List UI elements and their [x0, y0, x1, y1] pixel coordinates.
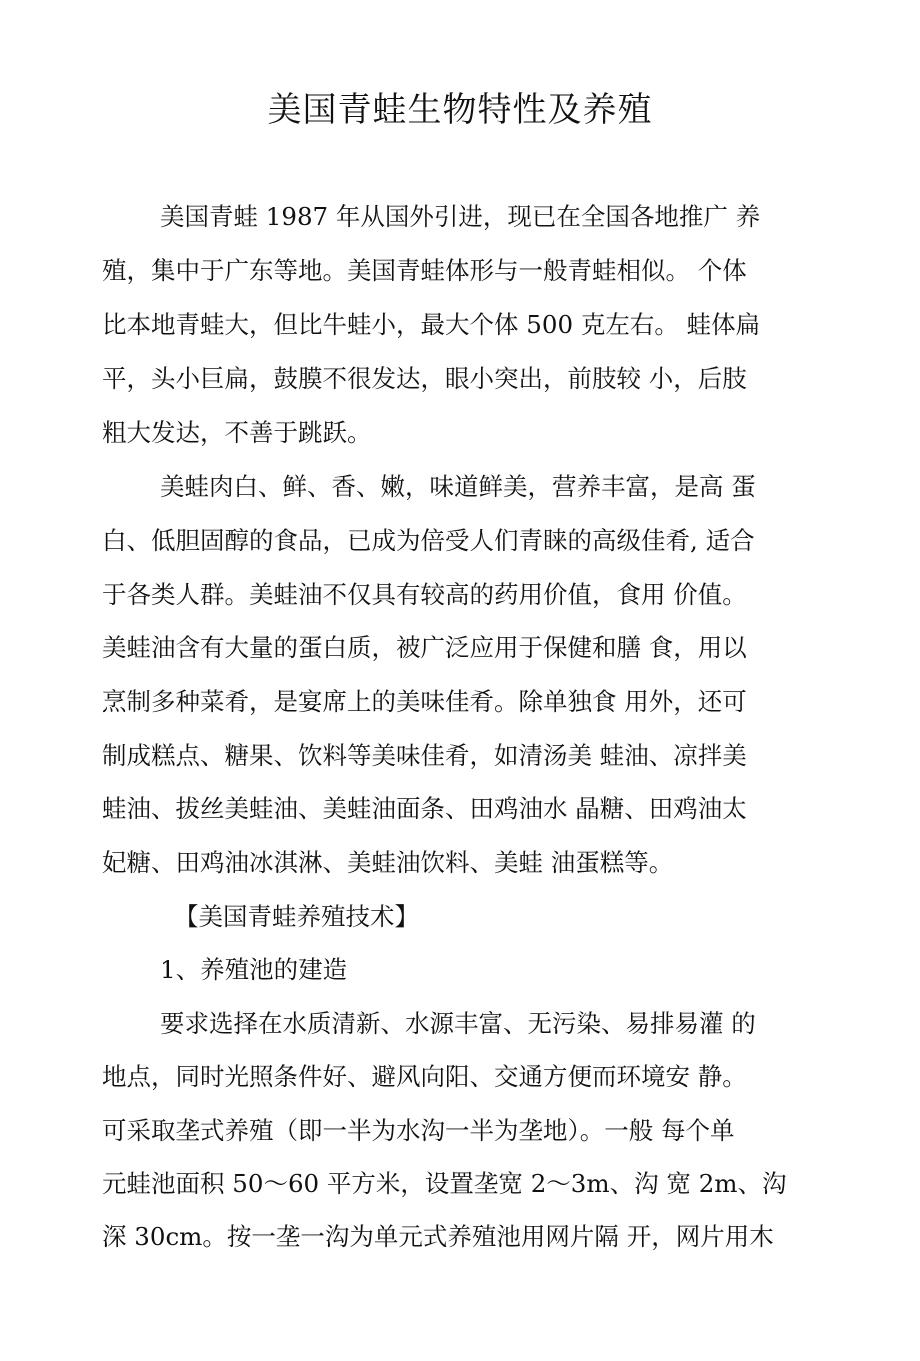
text-line: 美国青蛙 1987 年从国外引进，现已在全国各地推广 养: [160, 202, 761, 231]
text-line: 可采取垄式养殖（即一半为水沟一半为垄地）。一般 每个单: [102, 1116, 735, 1145]
text-line: 妃糖、田鸡油冰淇淋、美蛙油饮料、美蛙 油蛋糕等。: [102, 848, 674, 877]
text-line: 元蛙池面积 50～60 平方米，设置垄宽 2～3m、沟 宽 2m、沟: [102, 1169, 787, 1198]
text-line: 烹制多种菜肴，是宴席上的美味佳肴。除单独食 用外，还可: [102, 687, 747, 716]
document-title: 美国青蛙生物特性及养殖: [267, 90, 653, 130]
text-line: 美蛙油含有大量的蛋白质，被广泛应用于保健和膳 食，用以: [102, 633, 747, 662]
text-line: 制成糕点、糖果、饮料等美味佳肴，如清汤美 蛙油、凉拌美: [102, 741, 747, 770]
subsection-heading: 1、养殖池的建造: [160, 955, 348, 984]
text-line: 美蛙肉白、鲜、香、嫩，味道鲜美，营养丰富，是高 蛋: [160, 472, 756, 501]
text-line: 地点，同时光照条件好、避风向阳、交通方便而环境安 静。: [102, 1062, 747, 1091]
text-line: 平，头小巨扁，鼓膜不很发达，眼小突出，前肢较 小，后肢: [102, 364, 747, 393]
text-line: 于各类人群。美蛙油不仅具有较高的药用价值，食用 价值。: [102, 580, 747, 609]
text-line: 粗大发达，不善于跳跃。: [102, 418, 372, 447]
text-line: 白、低胆固醇的食品，已成为倍受人们青睐的高级佳肴, 适合: [102, 526, 755, 555]
text-line: 比本地青蛙大，但比牛蛙小，最大个体 500 克左右。 蛙体扁: [102, 310, 761, 339]
text-line: 殖，集中于广东等地。美国青蛙体形与一般青蛙相似。 个体: [102, 256, 747, 285]
section-heading: 【美国青蛙养殖技术】: [174, 902, 419, 931]
text-line: 深 30cm。按一垄一沟为单元式养殖池用网片隔 开，网片用木: [102, 1222, 774, 1251]
text-line: 蛙油、拔丝美蛙油、美蛙油面条、田鸡油水 晶糖、田鸡油太: [102, 794, 747, 823]
text-line: 要求选择在水质清新、水源丰富、无污染、易排易灌 的: [160, 1009, 756, 1038]
